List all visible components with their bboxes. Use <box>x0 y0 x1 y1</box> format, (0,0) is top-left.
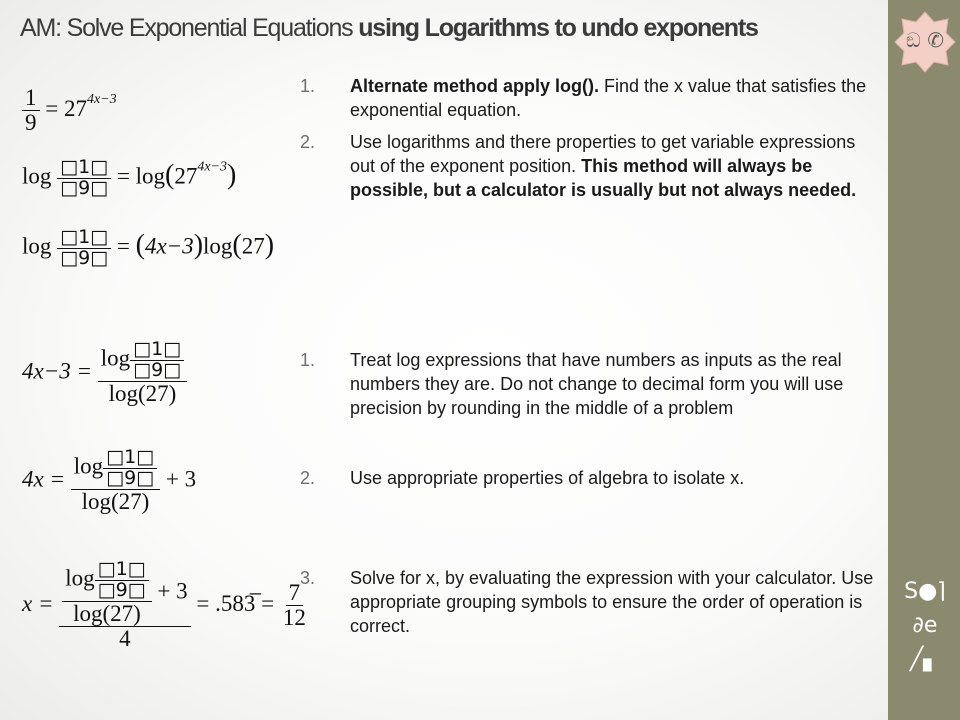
eq5-log: log <box>73 453 104 479</box>
eq3-box-bottom: □9□ <box>60 246 109 269</box>
item-number: 1. <box>300 350 316 370</box>
eq3-log2: log <box>203 233 233 259</box>
eq6-equals: = .583̅ = <box>196 590 275 616</box>
eq6-box-bottom: □9□ <box>97 578 146 601</box>
equation-6 <box>22 560 309 651</box>
eq5-lhs: 4x = <box>22 466 65 492</box>
steps-bottom-list <box>298 348 878 646</box>
eq3-box-top: □1□ <box>57 228 111 249</box>
eq5-box-bottom: □9□ <box>106 466 155 489</box>
eq2-exponent: 4x−3 <box>197 159 228 175</box>
eq6-mid-denominator: log(27) <box>73 600 141 626</box>
list-item <box>298 130 878 202</box>
equation-2: log $\frac{□1□}{□9□}$ = $\log(27^{4x-3})$ <box>22 156 237 199</box>
eq2-base: 27 <box>174 163 198 189</box>
eq4-box-top: □1□ <box>130 340 184 361</box>
eq5-plus: + 3 <box>165 466 197 492</box>
equation-1 <box>22 86 117 135</box>
eq6-result-num: 7 <box>286 581 304 606</box>
list-item <box>298 566 878 638</box>
eq2-box-bottom: □9□ <box>60 176 109 199</box>
slide-number-line3: ╱▖ <box>909 647 941 672</box>
eq2-log: log <box>22 163 52 189</box>
eq6-log: log <box>65 565 95 591</box>
eq6-box-top: □1□ <box>95 560 149 581</box>
equation-5 <box>22 448 196 514</box>
eq1-equals: = <box>45 95 59 121</box>
item-text: Use appropriate properties of algebra to isolate x. <box>350 468 745 488</box>
equation-3: log $\frac{□1□}{□9□}$ = (4x−3)log(27) <box>22 226 275 269</box>
eq2-box-top: □1□ <box>57 158 111 179</box>
item-text: Use logarithms and there properties to get variable expressions out of the exponent position. <box>350 132 856 176</box>
eq2-equals: = <box>116 163 130 189</box>
list-item <box>298 466 878 490</box>
eq4-box-bottom: □9□ <box>133 358 182 381</box>
eq2-log2: log <box>135 163 166 189</box>
eq3-lhs: 4x−3 <box>144 233 194 259</box>
item-number: 2. <box>300 468 316 488</box>
item-number: 2. <box>300 132 316 152</box>
slide-number-line2: ∂e <box>912 613 938 638</box>
eq4-denominator: log(27) <box>108 380 177 406</box>
item-bold: This method will always be possible, but a calculator is usually but not always needed. <box>350 156 857 200</box>
item-bold: Alternate method apply log(). <box>350 76 605 96</box>
eq6-denominator: 4 <box>119 626 131 652</box>
item-text: Treat log expressions that have numbers as inputs as the real numbers they are. Do not change to decimal form you will use precision by rounding in the middle of a problem <box>350 350 844 418</box>
eq1-exponent: 4x−3 <box>86 91 117 107</box>
eq4-log: log <box>100 345 131 371</box>
eq3-equals: = <box>116 233 130 259</box>
eq1-numerator: 1 <box>22 86 40 111</box>
slide-number <box>893 575 957 683</box>
badge-glyph: ඞ ✆ <box>906 28 944 52</box>
title-normal: AM: Solve Exponential Equations <box>20 14 359 42</box>
title-bold: using Logarithms to undo exponents <box>358 14 758 42</box>
list-item <box>298 74 878 122</box>
list-item <box>298 348 878 420</box>
eq6-result-den: 12 <box>282 605 306 631</box>
equation-4 <box>22 340 187 406</box>
item-number: 3. <box>300 568 316 588</box>
steps-top-list <box>298 74 878 210</box>
slide-number-line1: S●⌉ <box>904 579 946 604</box>
eq4-lhs: 4x−3 = <box>22 358 92 384</box>
eq1-base: 27 <box>63 95 87 121</box>
eq3-log: log <box>22 233 52 259</box>
eq1-denominator: 9 <box>25 110 37 136</box>
eq5-denominator: log(27) <box>81 488 150 514</box>
eq6-lhs: x = <box>22 590 54 616</box>
eq3-arg: 27 <box>241 233 265 259</box>
eq5-box-top: □1□ <box>103 448 157 469</box>
eq6-plus: + 3 <box>157 578 188 604</box>
item-text: Solve for x, by evaluating the expression with your calculator. Use appropriate grouping symbols to ensure the order of operation is correct. <box>350 568 874 636</box>
item-text: Find the x value that satisfies the exponential equation. <box>350 76 867 120</box>
item-number: 1. <box>300 76 316 96</box>
slide-title <box>20 14 880 43</box>
